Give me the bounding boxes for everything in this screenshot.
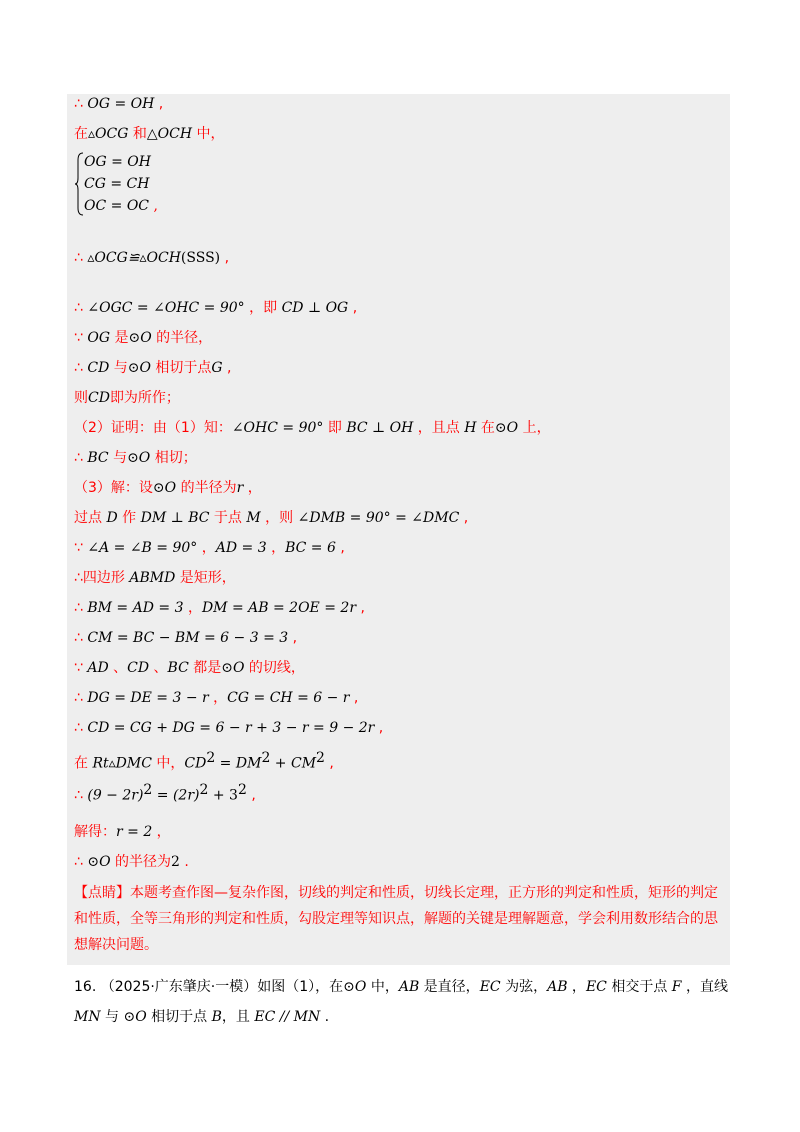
solution-line-18: ∴ DG = DE = 3 − r ，CG = CH = 6 − r ,: [74, 690, 359, 706]
solution-line-15: ∴ BM = AD = 3 ，DM = AB = 2OE = 2r ,: [74, 600, 365, 616]
solution-line-6: ∵ OG 是⊙O 的半径，: [74, 330, 213, 346]
solution-line-21: ∴ $(9 - 2r)^2 = (2r)^2 + 3^2$ ,: [74, 782, 256, 804]
solution-line-19: ∴ CD = CG + DG = 6 − r + 3 − r = 9 − 2r ,: [74, 720, 384, 736]
solution-line-9: （2）证明：由（1）知：∠OHC = 90° 即 BC ⊥ OH ，且点 H 在⊙O 上，: [74, 420, 551, 436]
system-row-2: CG = CH: [84, 176, 150, 192]
solution-line-1: ∴ OG = OH ,: [74, 96, 164, 112]
therefore-symbol: ∴: [74, 96, 88, 112]
solution-line-12: 过点 D 作 DM ⊥ BC 于点 M ，则 ∠DMB = 90° = ∠DMC ,: [74, 510, 469, 526]
solution-line-11: （3）解：设⊙O 的半径为r ，: [74, 480, 262, 496]
system-row-1: OG = OH: [84, 154, 151, 170]
key-point-comment: 【点睛】本题考查作图—复杂作图，切线的判定和性质，切线长定理，正方形的判定和性质，矩形的判定和性质，全等三角形的判定和性质，勾股定理等知识点，解题的关键是理解题意，学会利用数形结合的思想解决问题。: [74, 885, 718, 953]
solution-line-13: ∵ ∠A = ∠B = 90° ，AD = 3 ，BC = 6 ,: [74, 540, 345, 556]
question-16: 16. （2025·广东肇庆·一模）如图（1），在⊙O 中，AB 是直径，EC 为弦，AB ，EC 相交于点 F ，直线MN 与 ⊙O 相切于点 B，且 EC // MN .: [74, 979, 728, 1025]
solution-line-20: 在 Rt▵DMC 中，$CD^2 = DM^2 + CM^2$ ,: [74, 750, 334, 772]
solution-line-7: ∴ CD 与⊙O 相切于点G ,: [74, 360, 232, 376]
solution-line-23: ∴ ⊙O 的半径为2 .: [74, 854, 189, 870]
solution-line-22: 解得：r = 2 ，: [74, 824, 171, 840]
solution-line-17: ∵ AD 、CD 、BC 都是⊙O 的切线，: [74, 660, 305, 676]
solution-line-10: ∴ BC 与⊙O 相切；: [74, 450, 197, 466]
solution-line-8: 则CD即为所作；: [74, 390, 180, 406]
solution-line-16: ∴ CM = BC − BM = 6 − 3 = 3 ,: [74, 630, 298, 646]
system-brace-icon: [74, 152, 84, 216]
solution-line-2: 在▵OCG 和△OCH 中，: [74, 126, 225, 142]
solution-line-4: ∴ ▵OCG≌▵OCH(SSS) ,: [74, 250, 230, 266]
solution-line-5: ∴ ∠OGC = ∠OHC = 90° ，即 CD ⊥ OG ,: [74, 300, 358, 316]
solution-line-14: ∴四边形 ABMD 是矩形，: [74, 570, 236, 586]
system-row-3: OC = OC ,: [84, 198, 158, 214]
